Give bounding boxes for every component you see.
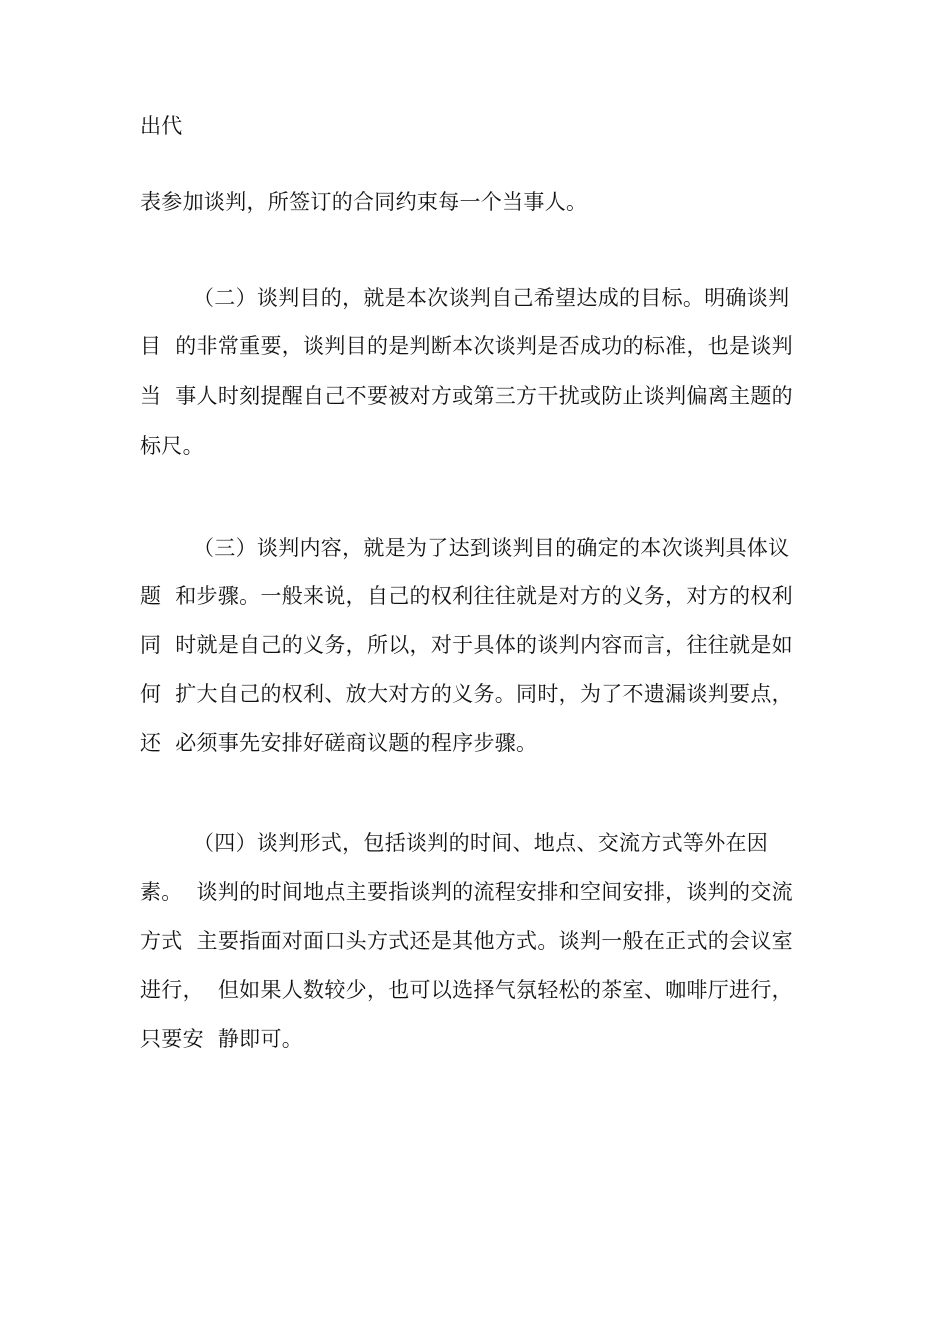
- text-line: 进行， 但如果人数较少，也可以选择气氛轻松的茶室、咖啡厅进行，: [140, 978, 793, 1002]
- text-line: 出代: [140, 114, 183, 138]
- text-line: 还 必须事先安排好磋商议题的程序步骤。: [140, 731, 538, 755]
- text-line: 素。 谈判的时间地点主要指谈判的流程安排和空间安排，谈判的交流: [140, 880, 793, 904]
- text-line: 当 事人时刻提醒自己不要被对方或第三方干扰或防止谈判偏离主题的: [140, 384, 793, 408]
- paragraph-4-first-line: （四）谈判形式，包括谈判的时间、地点、交流方式等外在因: [193, 831, 769, 855]
- text-line: 表参加谈判，所签订的合同约束每一个当事人。: [140, 190, 588, 214]
- text-line: 标尺。: [140, 434, 204, 458]
- text-line: 方式 主要指面对面口头方式还是其他方式。谈判一般在正式的会议室: [140, 929, 793, 953]
- paragraph-3-first-line: （三）谈判内容，就是为了达到谈判目的确定的本次谈判具体议: [193, 536, 790, 560]
- text-line: 何 扩大自己的权利、放大对方的义务。同时，为了不遗漏谈判要点，: [140, 682, 793, 706]
- text-line: 目 的非常重要，谈判目的是判断本次谈判是否成功的标准，也是谈判: [140, 334, 793, 358]
- paragraph-2-first-line: （二）谈判目的，就是本次谈判自己希望达成的目标。明确谈判: [193, 286, 790, 310]
- text-line: 题 和步骤。一般来说，自己的权利往往就是对方的义务，对方的权利: [140, 584, 793, 608]
- text-line: 只要安 静即可。: [140, 1027, 304, 1051]
- text-line: 同 时就是自己的义务，所以，对于具体的谈判内容而言，往往就是如: [140, 633, 793, 657]
